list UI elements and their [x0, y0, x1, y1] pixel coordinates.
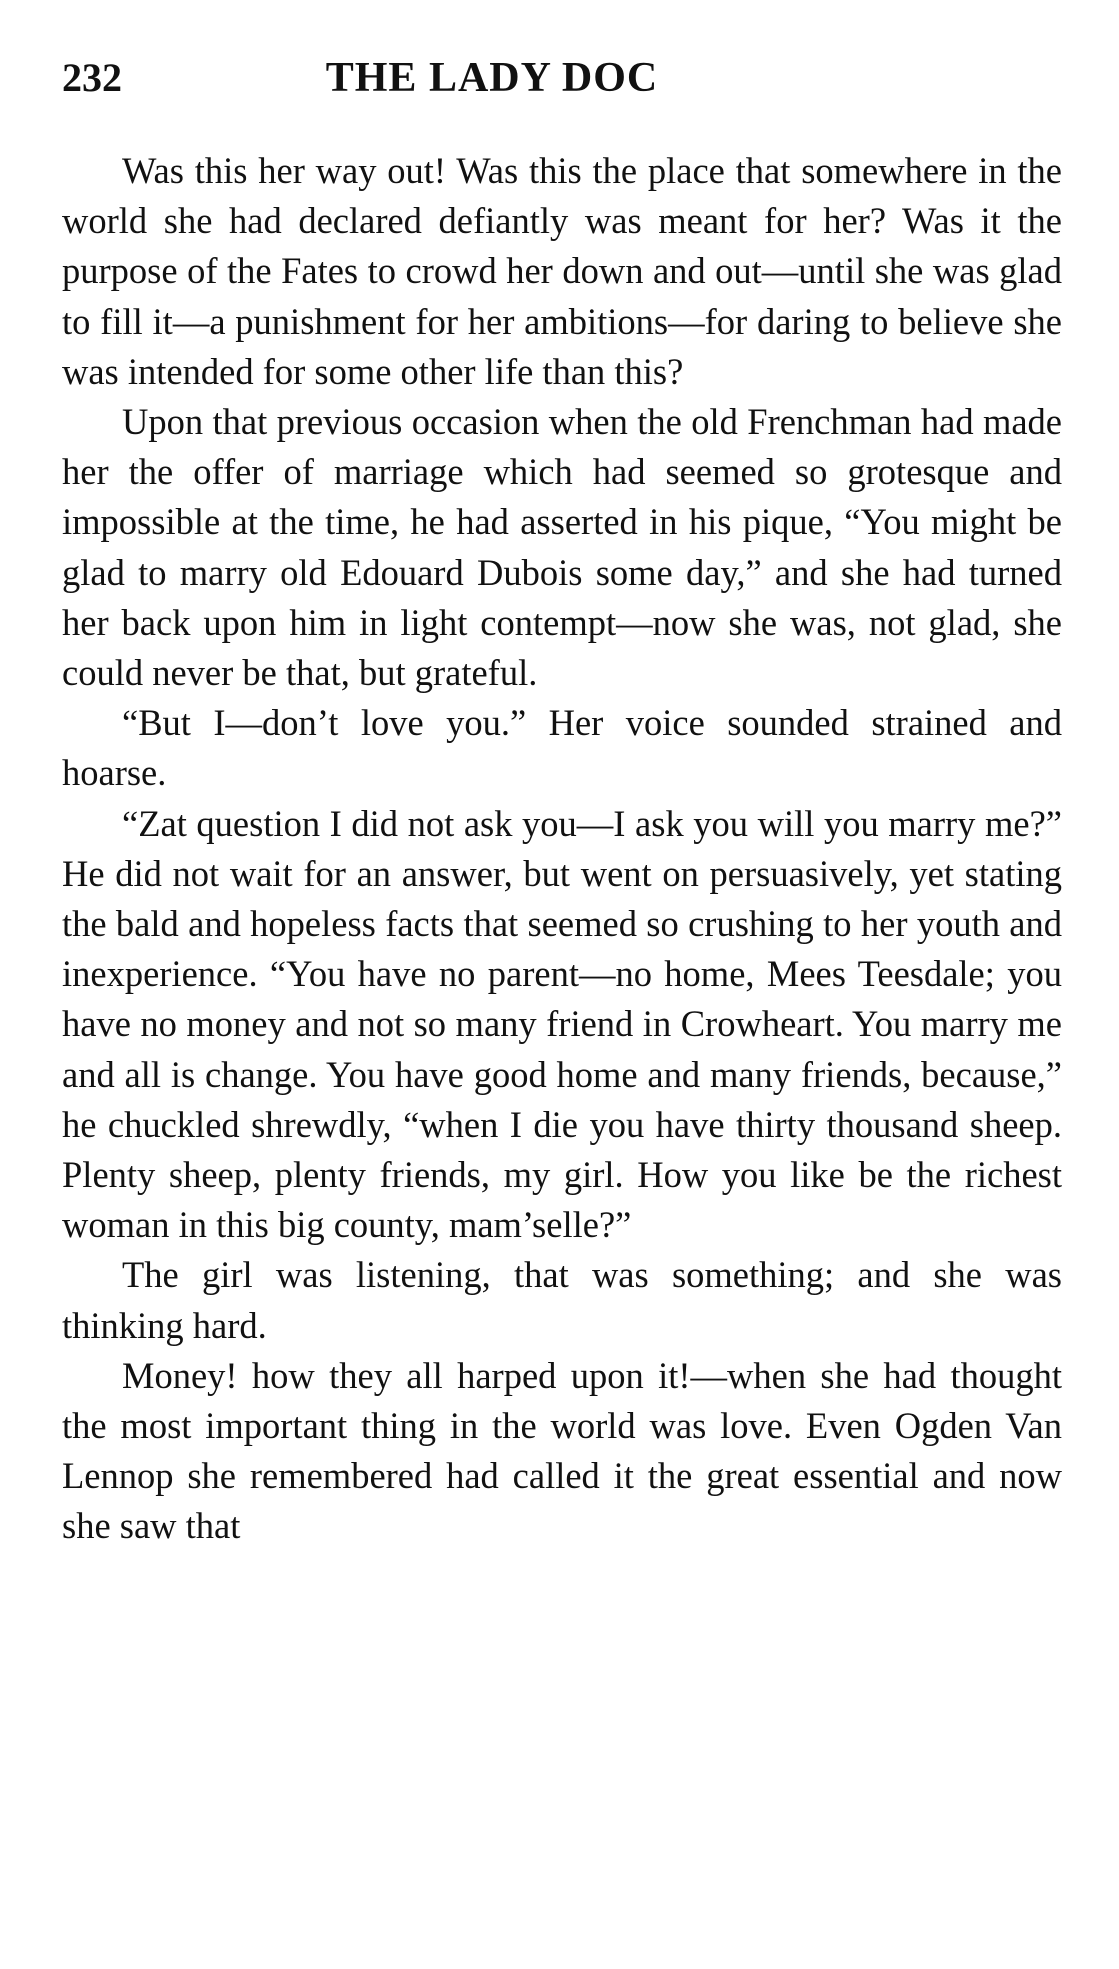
- paragraph: Upon that previous occasion when the old Frenchman had made her the offer of marriage which had seemed so grotesque and impossible at the time, he had asserted in his pique, “You might be glad to marry old Edouard Dubois some day,” and she had turned her back upon him in light contempt—now she was, not glad, she could never be that, but grateful.: [62, 401, 1062, 694]
- page-number: 232: [62, 55, 122, 100]
- page-header: [62, 48, 1062, 108]
- paragraph: “But I—don’t love you.” Her voice sounded strained and hoarse.: [62, 702, 1062, 794]
- running-title: THE LADY DOC: [325, 55, 659, 101]
- paragraph: Was this her way out! Was this the place that somewhere in the world she had declared defiantly was meant for her? Was it the purpose of the Fates to crowd her down and out—until she was glad to fill it—a punishment for her ambitions—for daring to believe she was intended for some other life than this?: [62, 150, 1062, 392]
- paragraph: The girl was listening, that was something; and she was thinking hard.: [62, 1254, 1062, 1346]
- book-page: [62, 48, 1062, 1552]
- paragraph: “Zat question I did not ask you—I ask you will you marry me?” He did not wait for an answer, but went on persuasively, yet stating the bald and hopeless facts that seemed so crushing to her youth and inexperience. “You have no parent—no home, Mees Teesdale; you have no money and not so many friend in Crowheart. You marry me and all is change. You have good home and many friends, because,” he chuckled shrewdly, “when I die you have thirty thousand sheep. Plenty sheep, plenty friends, my girl. How you like be the richest woman in this big county, mam’selle?”: [62, 802, 1062, 1246]
- paragraph: Money! how they all harped upon it!—when she had thought the most important thing in the world was love. Even Ogden Van Lennop she remembered had called it the great essential and now she saw that: [62, 1354, 1062, 1547]
